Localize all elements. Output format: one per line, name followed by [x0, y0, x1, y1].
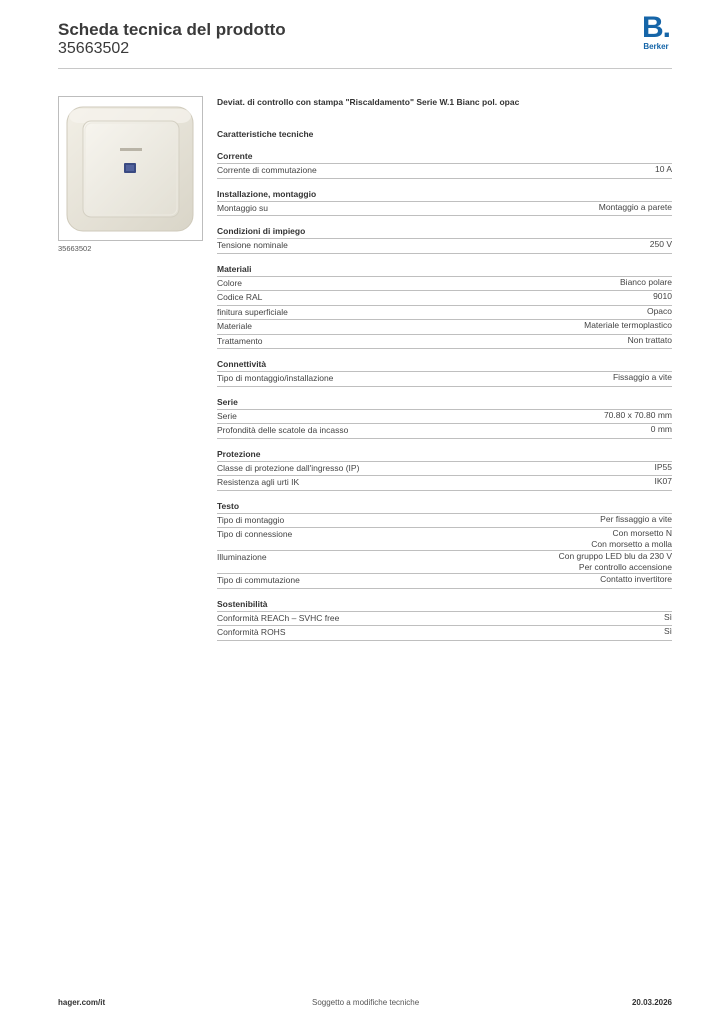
spec-value — [653, 291, 672, 305]
spec-label: Tipo di commutazione — [217, 575, 300, 585]
header-divider — [58, 68, 672, 69]
spec-value — [600, 574, 672, 588]
spec-row — [217, 277, 672, 292]
spec-label: Serie — [217, 410, 237, 421]
spec-row — [217, 164, 672, 179]
spec-group-title: Installazione, montaggio — [217, 188, 672, 202]
spec-value — [655, 476, 673, 490]
spec-value — [664, 612, 672, 626]
spec-value-line: Sì — [663, 611, 672, 622]
spec-value — [600, 514, 672, 528]
spec-value-line: Materiale termoplastico — [584, 320, 672, 330]
spec-value — [647, 306, 672, 320]
spec-value — [650, 239, 672, 253]
group-spacer — [217, 491, 672, 500]
spec-value — [628, 335, 672, 349]
spec-value — [655, 164, 672, 178]
spec-label: Trattamento — [217, 335, 263, 346]
group-spacer — [217, 589, 672, 598]
spec-value-line: Con morsetto N — [612, 528, 672, 538]
spec-row — [217, 476, 672, 491]
spec-row — [217, 574, 672, 589]
image-caption: 35663502 — [58, 244, 92, 253]
footer-disclaimer: Soggetto a modifiche tecniche — [312, 998, 420, 1007]
spec-row — [217, 551, 672, 574]
spec-value — [599, 202, 672, 216]
spec-value — [664, 626, 672, 640]
spec-group — [217, 598, 672, 641]
spec-value-line: 250 V — [649, 239, 672, 249]
spec-label: Corrente di commutazione — [217, 165, 317, 175]
spec-label: Montaggio su — [217, 202, 269, 213]
spec-value-line: Opaco — [646, 305, 672, 316]
spec-label: Classe di protezione dall'ingresso (IP) — [217, 462, 360, 473]
spec-value-line: Bianco polare — [620, 276, 672, 287]
spec-value-line: 70.80 x 70.80 mm — [603, 409, 672, 420]
spec-row — [217, 612, 672, 627]
spec-label: Tipo di montaggio/installazione — [217, 373, 334, 383]
spec-row — [217, 320, 672, 335]
spec-value-line: Per fissaggio a vite — [600, 513, 672, 524]
spec-label: Resistenza agli urti IK — [217, 477, 300, 487]
group-spacer — [217, 179, 672, 188]
logo-mark: B. — [642, 11, 670, 44]
spec-row — [217, 528, 672, 551]
spec-row — [217, 306, 672, 321]
spec-group — [217, 396, 672, 439]
product-title: Deviat. di controllo con stampa "Riscaldamento" Serie W.1 Bianc pol. opac — [217, 97, 520, 107]
spec-label: Codice RAL — [217, 292, 263, 302]
spec-group-title: Sostenibilità — [217, 598, 672, 612]
spec-value — [604, 410, 672, 424]
footer-date: 20.03.2026 — [631, 998, 672, 1007]
switch-illustration — [59, 97, 202, 240]
spec-value — [591, 528, 672, 550]
spec-value-line: Con morsetto a molla — [591, 539, 672, 549]
spec-row — [217, 239, 672, 254]
spec-row — [217, 462, 672, 477]
spec-label: Conformità ROHS — [217, 627, 286, 637]
spec-row — [217, 372, 672, 387]
group-spacer — [217, 254, 672, 263]
spec-group — [217, 358, 672, 387]
spec-value — [620, 277, 672, 291]
spec-group — [217, 150, 672, 179]
spec-label: finitura superficiale — [217, 306, 288, 317]
spec-group — [217, 263, 672, 350]
spec-value-line: Contatto invertitore — [600, 574, 672, 584]
spec-label: Profondità delle scatole da incasso — [217, 425, 349, 435]
logo-brand: Berker — [643, 42, 669, 51]
berker-logo — [640, 11, 672, 52]
spec-value-line: 9010 — [653, 291, 672, 301]
spec-value-line: Per controllo accensione — [578, 562, 672, 572]
spec-value-line: Non trattato — [627, 334, 672, 345]
spec-row — [217, 202, 672, 217]
spec-label: Materiale — [217, 321, 252, 331]
spec-label: Tipo di montaggio — [217, 514, 285, 525]
spec-content — [217, 96, 672, 641]
spec-value-line: 10 A — [654, 164, 672, 174]
spec-group — [217, 188, 672, 217]
spec-group — [217, 225, 672, 254]
product-code: 35663502 — [58, 40, 130, 57]
spec-group — [217, 448, 672, 491]
spec-label: Colore — [217, 277, 243, 288]
spec-value-line: 0 mm — [650, 424, 672, 434]
spec-value — [651, 424, 672, 438]
section-heading: Caratteristiche tecniche — [217, 129, 314, 139]
spec-value — [655, 462, 673, 476]
spec-row — [217, 410, 672, 425]
spec-value — [613, 372, 672, 386]
footer-website: hager.com/it — [58, 998, 106, 1007]
spec-label: Tipo di connessione — [217, 529, 293, 539]
spec-value-line: IP55 — [654, 461, 672, 472]
product-image — [58, 96, 203, 241]
spec-value-line: IK07 — [654, 476, 672, 486]
spec-group — [217, 500, 672, 589]
group-spacer — [217, 349, 672, 358]
spec-row — [217, 514, 672, 529]
spec-row — [217, 291, 672, 306]
spec-row — [217, 424, 672, 439]
spec-value-line: Fissaggio a vite — [612, 372, 672, 382]
spec-value — [559, 551, 672, 573]
spec-label: Illuminazione — [217, 552, 267, 562]
group-spacer — [217, 387, 672, 396]
group-spacer — [217, 439, 672, 448]
spec-group-title: Connettività — [217, 358, 672, 372]
spec-row — [217, 626, 672, 641]
spec-groups — [217, 150, 672, 641]
spec-value-line: Montaggio a parete — [598, 201, 672, 212]
spec-value-line: Con gruppo LED blu da 230 V — [558, 551, 672, 561]
spec-label: Tensione nominale — [217, 240, 288, 250]
spec-label: Conformità REACh – SVHC free — [217, 612, 340, 623]
spec-group-title: Condizioni di impiego — [217, 225, 672, 239]
spec-row — [217, 335, 672, 350]
page-title: Scheda tecnica del prodotto — [58, 20, 286, 39]
spec-group-title: Materiali — [217, 263, 672, 277]
spec-group-title: Protezione — [217, 448, 672, 462]
spec-value-line: Sì — [663, 626, 672, 636]
group-spacer — [217, 216, 672, 225]
spec-value — [584, 320, 672, 334]
spec-group-title: Corrente — [217, 150, 672, 164]
spec-group-title: Testo — [217, 500, 672, 514]
spec-group-title: Serie — [217, 396, 672, 410]
document-header — [58, 20, 286, 58]
